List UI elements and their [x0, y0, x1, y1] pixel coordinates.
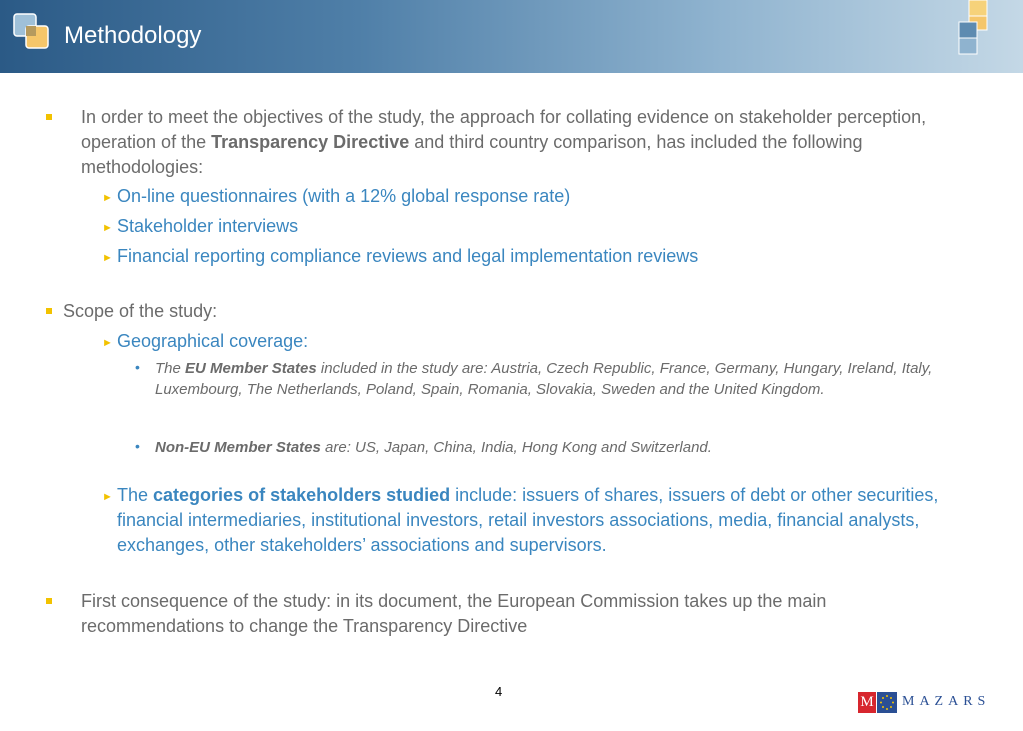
dot-bullet-icon: • — [135, 359, 140, 375]
categories-bold: categories of stakeholders studied — [153, 485, 451, 505]
dot-bullet-icon: • — [135, 438, 140, 454]
non-eu-bold: Non-EU Member States — [155, 439, 321, 456]
arrow-bullet-icon: ► — [102, 252, 113, 264]
eu-pre: The — [155, 360, 186, 377]
cat-post: include: issuers of shares, issuers of debt or other securities, financial intermediaries, institutional investors, retail investors associations, media, financial analysts, exchanges, other stakeholders’ associations and supervisors. — [117, 485, 939, 555]
bullet-square-icon — [46, 308, 52, 314]
non-eu-post: are: US, Japan, China, India, Hong Kong and Switzerland. — [320, 439, 712, 456]
arrow-bullet-icon: ► — [102, 222, 113, 234]
bullet-square-icon — [46, 598, 52, 604]
list-item: Stakeholder interviews — [117, 216, 299, 236]
stakeholder-categories-text — [117, 483, 967, 558]
mazars-wordmark: MAZARS — [902, 694, 991, 709]
arrow-bullet-icon: ► — [102, 491, 113, 503]
page-number: 4 — [495, 684, 503, 699]
paragraph-approach — [81, 105, 961, 180]
geographical-coverage-label: Geographical coverage: — [117, 331, 309, 351]
transparency-directive-bold: Transparency Directive — [211, 132, 410, 152]
mazars-logo — [858, 692, 991, 714]
cat-pre: The — [117, 485, 154, 505]
eu-member-states-bold: EU Member States — [185, 360, 317, 377]
arrow-bullet-icon: ► — [102, 192, 113, 204]
arrow-bullet-icon: ► — [102, 337, 113, 349]
paragraph-text-end: and third country comparison, has included the following methodologies: — [81, 132, 863, 177]
bullet-square-icon — [46, 114, 52, 120]
non-eu-member-states-text — [155, 437, 955, 458]
paragraph-text: In order to meet the objectives of the study, the approach for collating evidence on stakeholder perception, operation of the — [81, 107, 927, 152]
list-item: Financial reporting compliance reviews and legal implementation reviews — [117, 246, 699, 266]
list-item: On-line questionnaires (with a 12% global response rate) — [117, 186, 571, 206]
mazars-m-badge: M — [858, 692, 876, 713]
eu-post: included in the study are: Austria, Czech Republic, France, Germany, Hungary, Ireland, Italy, Luxembourg, The Netherlands, Poland, Spain, Romania, Slovakia, Sweden and the United Kingdom. — [155, 360, 933, 398]
eu-member-states-text — [155, 358, 955, 400]
page-title: Methodology — [64, 22, 202, 49]
scope-label: Scope of the study: — [63, 301, 218, 321]
eu-stars-icon — [877, 692, 897, 713]
first-consequence-text: First consequence of the study: in its document, the European Commission takes up the main recommendations to change the Transparency Directive — [81, 591, 827, 636]
